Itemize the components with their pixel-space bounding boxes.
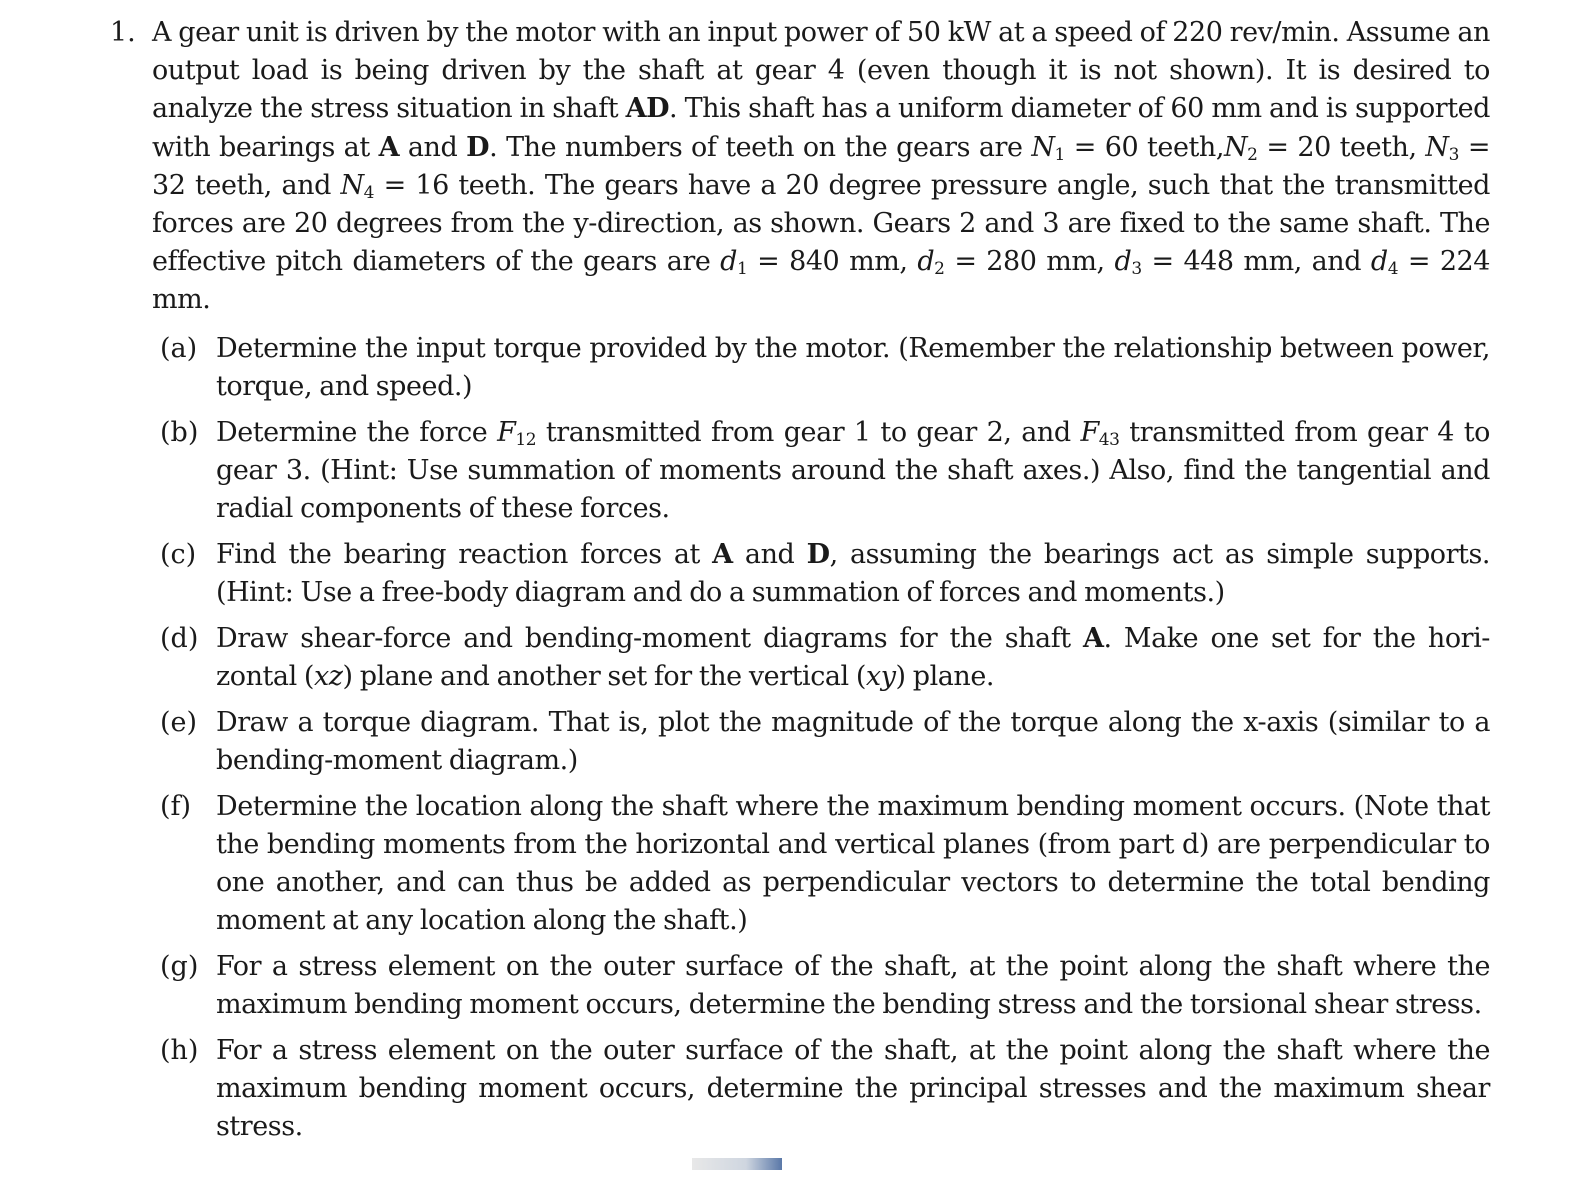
part-label: (h): [160, 1034, 199, 1066]
problem-statement: A gear unit is driven by the motor with an input power of 50 kW at a speed of 220 rev/min. Assume an output load is being driven by the shaft at gear 4 (even though it is not shown). It is desired to analyze the stress situation in shaft AD. This shaft has a uniform diameter of 60 mm and is supported with bearings at A and D. The numbers of teeth on the gears are $N_1 = 60$ $teeth,N_2 = 20$ teeth, $N_3 = 32$ teeth, and $N_4 = 16$ teeth. The gears have a 20 degree pressure angle, such that the transmitted forces are 20 degrees from the y-direction, as shown. Gears 2 and 3 are fixed to the same shaft. The effective pitch diameters of the gears are $d_1 = 840$ mm, $d_2 = 280$ mm, $d_3 = 448$ mm, and $d_4 = 224$ mm.: [152, 17, 1491, 316]
part-label: (d): [160, 622, 199, 654]
shaft-label: AD: [625, 93, 670, 125]
part-text: For a stress element on the outer surface of the shaft, at the point along the shaft where the maximum bending moment occurs, determine the bending stress and the torsional shear stress.: [216, 950, 1490, 1020]
part-label: (c): [160, 538, 197, 570]
part-h: [160, 1032, 1490, 1146]
part-label: (e): [160, 706, 198, 738]
part-label: (a): [160, 332, 198, 364]
part-f: [160, 788, 1490, 940]
part-label: (f): [160, 790, 192, 822]
part-text: Determine the input torque provided by the motor. (Remember the relationship between power, torque, and speed.): [216, 332, 1490, 402]
part-text: For a stress element on the outer surface of the shaft, at the point along the shaft where the maximum bending moment occurs, determine the principal stresses and the maximum shear stress.: [216, 1034, 1490, 1142]
part-e: [160, 704, 1490, 780]
part-g: [160, 948, 1490, 1024]
part-label: (b): [160, 416, 199, 448]
part-text: Determine the force $F_{12}$ transmitted from gear 1 to gear 2, and $F_{43}$ transmitted from gear 4 to gear 3. (Hint: Use summation of moments around the shaft axes.) Also, find the tangential and radial components of these forces.: [216, 416, 1490, 524]
part-text: Draw a torque diagram. That is, plot the magnitude of the torque along the x-axis (similar to a bending-moment diagram.): [216, 706, 1490, 776]
part-b: [160, 414, 1490, 528]
problem-number: 1.: [110, 17, 136, 48]
part-label: (g): [160, 950, 199, 982]
part-c: [160, 536, 1490, 612]
part-text: Find the bearing reaction forces at A and D, assuming the bearings act as simple supports. (Hint: Use a free-body diagram and do a summation of forces and moments.): [216, 538, 1490, 608]
part-text: Draw shear-force and bending-moment diagrams for the shaft A. Make one set for the hori- zontal (xz) plane and another set for the vertical (xy) plane.: [216, 622, 1490, 692]
problem-1: [110, 14, 1490, 1154]
bearing-d-label: D: [466, 131, 490, 163]
bearing-a-label: A: [378, 131, 400, 163]
part-a: [160, 330, 1490, 406]
cropped-figure-edge: [692, 1158, 782, 1170]
part-text: Determine the location along the shaft where the maximum bending moment occurs. (Note that the bending moments from the horizontal and vertical planes (from part d) are perpendicular to one another, and can thus be added as perpendicular vectors to determine the total bending moment at any location along the shaft.): [216, 790, 1490, 936]
sub-questions: [160, 330, 1490, 1146]
part-d: [160, 620, 1490, 696]
